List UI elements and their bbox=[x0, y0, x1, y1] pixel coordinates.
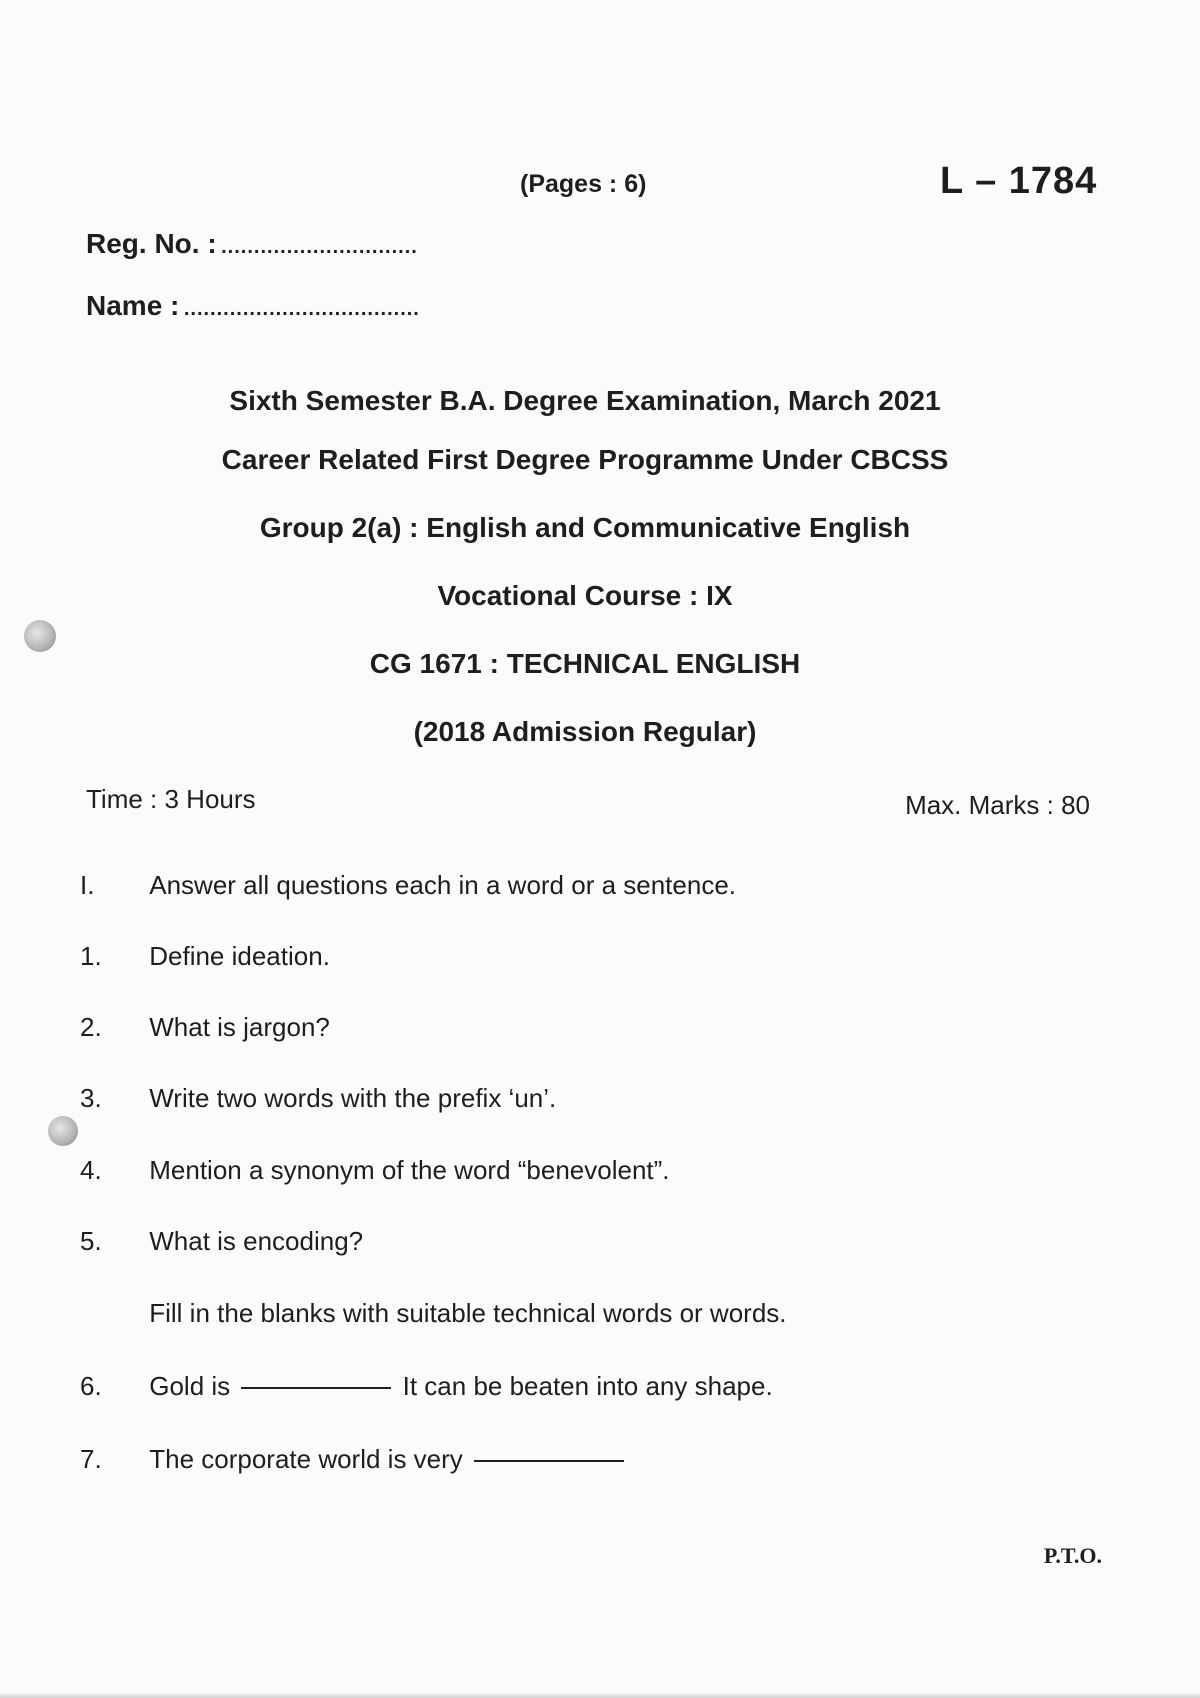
reg-no-dots: .............................. bbox=[221, 236, 418, 258]
question-number: 1. bbox=[80, 941, 102, 971]
question-text: Write two words with the prefix ‘un’. bbox=[149, 1083, 557, 1113]
programme-title: Career Related First Degree Programme Under CBCSS bbox=[221, 444, 949, 475]
please-turn-over: P.T.O. bbox=[1043, 1543, 1102, 1568]
question-text: What is encoding? bbox=[149, 1226, 364, 1256]
answer-blank bbox=[474, 1460, 624, 1462]
question-item bbox=[80, 1012, 330, 1043]
question-number: 2. bbox=[80, 1012, 102, 1042]
exam-title: Sixth Semester B.A. Degree Examination, March 2021 bbox=[229, 385, 941, 416]
question-text: What is jargon? bbox=[149, 1012, 330, 1042]
fill-question-item bbox=[80, 1444, 635, 1475]
answer-blank bbox=[241, 1387, 391, 1389]
question-number: 6. bbox=[80, 1371, 102, 1401]
question-item bbox=[80, 1083, 556, 1114]
fill-question-before: Gold is bbox=[149, 1371, 231, 1401]
section-instruction-text: Answer all questions each in a word or a sentence. bbox=[149, 870, 737, 900]
name-label: Name : bbox=[86, 290, 180, 321]
fill-question-after: It can be beaten into any shape. bbox=[402, 1371, 773, 1401]
paper-code: L – 1784 bbox=[940, 160, 1098, 202]
admission-title: (2018 Admission Regular) bbox=[413, 716, 757, 747]
page-count: (Pages : 6) bbox=[520, 170, 647, 198]
question-text: Define ideation. bbox=[149, 941, 330, 971]
time-allowed: Time : 3 Hours bbox=[86, 784, 256, 814]
question-number: 3. bbox=[80, 1083, 102, 1113]
question-item bbox=[80, 1155, 670, 1186]
reg-no-field bbox=[86, 228, 418, 260]
fill-blank-instruction-text: Fill in the blanks with suitable technical words or words. bbox=[149, 1298, 787, 1328]
name-field bbox=[86, 290, 420, 322]
section-number: I. bbox=[80, 870, 95, 900]
question-item bbox=[80, 941, 330, 972]
question-item bbox=[80, 1226, 363, 1257]
section-instruction bbox=[80, 870, 736, 901]
question-text: Mention a synonym of the word “benevolent”. bbox=[149, 1155, 670, 1185]
question-number: 5. bbox=[80, 1226, 102, 1256]
fill-question-item bbox=[80, 1371, 773, 1402]
name-dots: .................................... bbox=[183, 298, 420, 320]
course-title: Vocational Course : IX bbox=[437, 580, 733, 611]
punch-hole-bottom bbox=[48, 1116, 78, 1146]
scan-edge bbox=[0, 1692, 1200, 1698]
group-title: Group 2(a) : English and Communicative English bbox=[259, 512, 911, 543]
max-marks: Max. Marks : 80 bbox=[905, 790, 1090, 820]
reg-no-label: Reg. No. : bbox=[86, 228, 217, 259]
fill-question-before: The corporate world is very bbox=[149, 1444, 463, 1474]
fill-blank-instruction bbox=[80, 1298, 787, 1329]
paper-title: CG 1671 : TECHNICAL ENGLISH bbox=[369, 648, 801, 679]
question-number: 7. bbox=[80, 1444, 102, 1474]
question-number: 4. bbox=[80, 1155, 102, 1185]
